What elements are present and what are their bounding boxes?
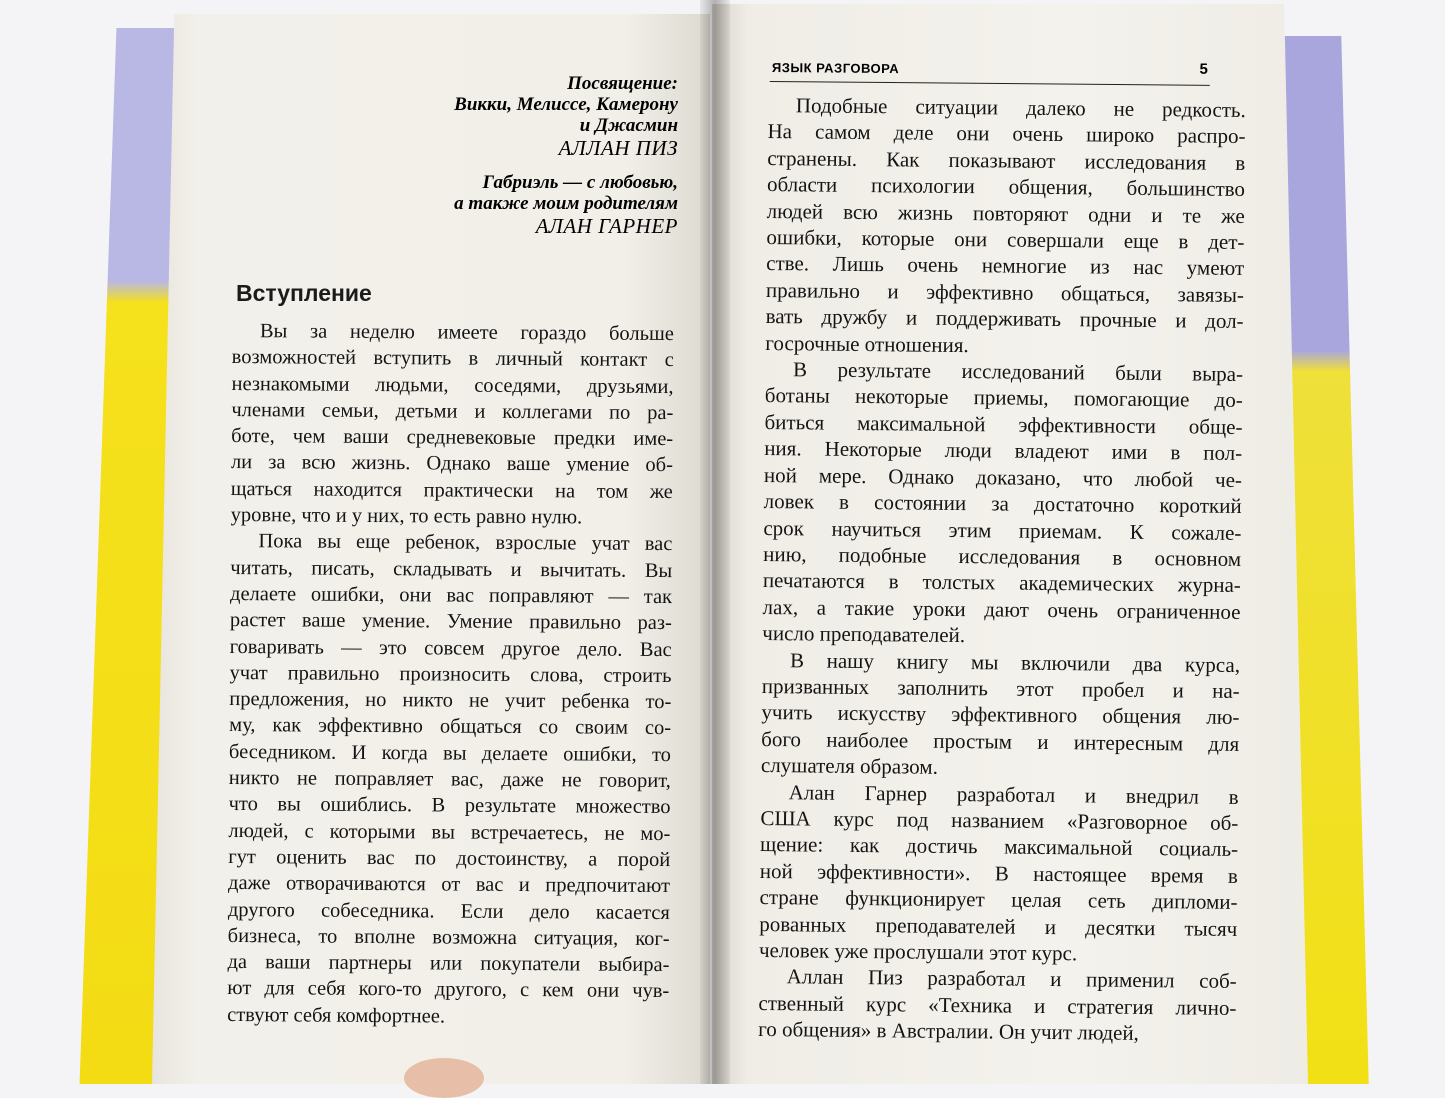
chapter-title: Вступление [236, 280, 372, 306]
text-line: учить искусству эффективного общения лю- [761, 700, 1240, 730]
text-line: Аллан Пиз разработал и применил соб- [786, 964, 1237, 994]
text-line: щаться находится практически на том же [230, 477, 673, 503]
text-line: даже отворачиваются от вас и предпочитают [227, 872, 671, 898]
text-line: уровне, что и у них, то есть равно нулю. [230, 504, 583, 529]
paragraph [759, 779, 1239, 969]
text-line: США курс под названием «Разговорное об- [760, 805, 1239, 835]
text-line: щение: как достичь максимальной социаль- [759, 832, 1239, 862]
right-page-body [758, 92, 1246, 1048]
text-line: Подобные ситуации далеко не редкость. [795, 93, 1246, 123]
text-line: боте, чем ваши средневековые предки име- [231, 425, 674, 451]
dedication [330, 73, 678, 250]
text-line: нию, подобные исследования в основном [763, 541, 1242, 571]
dedication-2-author: АЛАН ГАРНЕР [535, 214, 678, 238]
text-line: госрочные отношения. [765, 330, 969, 357]
text-line: На самом деле они очень широко распро- [767, 119, 1246, 149]
text-line: делаете ошибки, они вас поправляют — так [229, 582, 673, 609]
dedication-1-author: АЛЛАН ПИЗ [558, 136, 678, 160]
page-number: 5 [1199, 60, 1208, 78]
text-line: В нашу книгу мы включили два курса, [789, 647, 1241, 677]
text-line: ют для себя кого-то другого, с кем они чув- [227, 977, 670, 1003]
text-line: учат правильно произносить слова, строить [229, 661, 672, 687]
text-line: возможностей вступить в личный контакт с [231, 346, 674, 372]
book-gutter [700, 0, 730, 1084]
text-line: ной эффективности». В настоящее время в [759, 858, 1238, 888]
running-head-title: ЯЗЫК РАЗГОВОРА [771, 60, 900, 77]
text-line: что вы ошиблись. В результате множество [228, 793, 671, 819]
text-line: вать дружбу и поддерживать прочные и дол- [765, 304, 1244, 334]
paragraph [761, 647, 1240, 784]
text-line: ошибки, которые они совершали еще в дет- [766, 225, 1245, 255]
text-line: слушателя образом. [760, 753, 939, 779]
text-line: говаривать — это совсем другое дело. Вас [229, 635, 672, 661]
text-line: людей, с которыми вы встречаетесь, не мо- [228, 819, 671, 845]
paragraph [231, 318, 674, 531]
text-line: ственный курс «Техника и стратегия лично- [758, 990, 1237, 1020]
finger [404, 1058, 484, 1098]
text-line: призванных заполнить этот пробел и на- [761, 673, 1240, 703]
text-line: ли за всю жизнь. Однако ваше умение об- [230, 451, 674, 477]
dedication-2: Габриэль — с любовью, а также моим родителям [454, 172, 678, 214]
text-line: биться максимальной эффективности обще- [764, 409, 1243, 439]
text-line: растет ваше умение. Умение правильно раз- [229, 609, 672, 635]
text-line: стране функционирует целая сеть дипломи- [759, 885, 1238, 915]
text-line: да ваши партнеры или покупатели выбира- [227, 951, 670, 977]
left-page-body [227, 318, 674, 1031]
text-line: предложения, но никто не учит ребенка то- [229, 688, 672, 714]
text-line: срок научиться этим приемам. К сожале- [763, 515, 1242, 545]
text-line: стве. Лишь очень немногие из нас умеют [766, 251, 1245, 281]
text-line: бизнеса, то вполне возможна ситуация, ког- [227, 924, 670, 950]
text-line: незнакомыми людьми, соседями, друзьями, [231, 372, 674, 398]
text-line: области психологии общения, большинство [766, 172, 1246, 202]
text-line: правильно и эффективно общаться, завязы- [765, 277, 1245, 307]
text-line: рованных преподавателей и десятки тысяч [759, 911, 1238, 941]
text-line: Вы за неделю имеете гораздо больше [259, 320, 674, 346]
text-line: бого наиболее простым и интересным для [761, 726, 1240, 756]
text-line: лах, а такие уроки дают очень ограниченное [762, 594, 1241, 624]
text-line: человек уже прослушали этот курс. [758, 937, 1078, 966]
running-head [770, 57, 1210, 86]
text-line: го общения» в Австралии. Он учит людей, [758, 1017, 1140, 1046]
text-line: ния. Некоторые люди владеют ими в пол- [764, 436, 1243, 466]
text-line: му, как эффективно общаться со своим со- [229, 714, 672, 740]
paragraph [762, 356, 1243, 651]
text-line: ной мере. Однако доказано, что любой че- [763, 462, 1243, 492]
text-line: никто не поправляет вас, даже не говорит, [228, 767, 671, 793]
paragraph [758, 963, 1237, 1047]
text-line: беседником. И когда вы делаете ошибки, то [228, 740, 672, 766]
dedication-1: Посвящение: Викки, Мелиссе, Камерону и Джасмин [454, 73, 678, 136]
text-line: число преподавателей. [762, 621, 966, 648]
text-line: гут оценить вас по достоинству, а порой [228, 845, 671, 872]
text-line: читать, писать, складывать и вычитать. Вы [230, 556, 673, 582]
text-line: Пока вы еще ребенок, взрослые учат вас [258, 530, 673, 556]
text-line: странены. Как показывают исследования в [767, 145, 1246, 175]
text-line: людей всю жизнь повторяют одни и те же [766, 198, 1245, 228]
text-line: ствуют себя комфортнее. [227, 1003, 446, 1028]
paragraph [765, 92, 1246, 361]
paragraph [227, 528, 672, 1031]
text-line: В результате исследований были выра- [792, 357, 1244, 387]
text-line: печатаются в толстых академических журна- [762, 568, 1241, 598]
text-line: Алан Гарнер разработал и внедрил в [788, 779, 1239, 809]
text-line: членами семьи, детьми и коллегами по ра- [231, 398, 674, 424]
text-line: другого собеседника. Если дело касается [227, 898, 670, 924]
text-line: ловек в состоянии за достаточно короткий [763, 489, 1242, 519]
text-line: ботаны некоторые приемы, помогающие до- [764, 383, 1243, 413]
